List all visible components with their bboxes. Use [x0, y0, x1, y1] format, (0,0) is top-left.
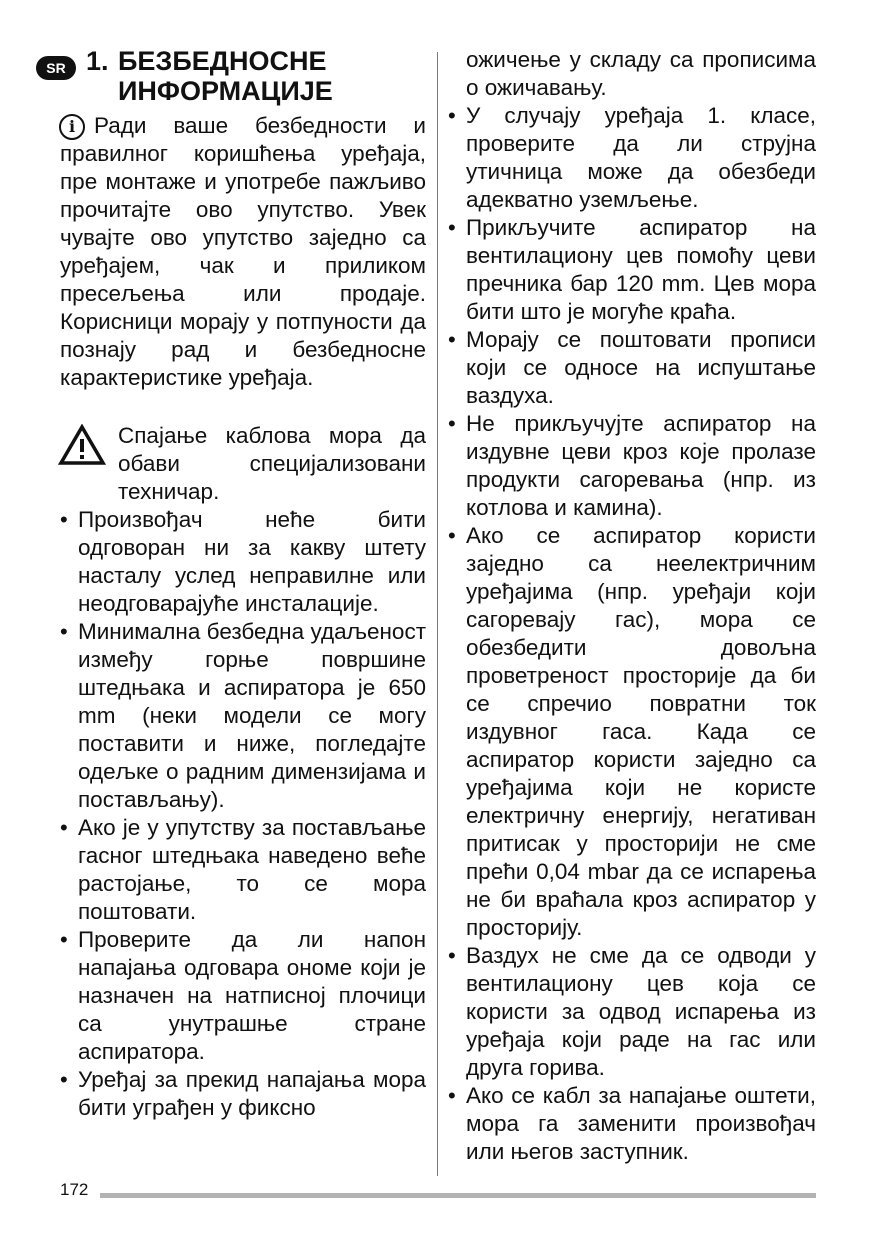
list-item: • Произвођач неће бити одговоран ни за какву штету насталу услед неправилне или неодговарајуће инсталације. [60, 506, 426, 618]
section-heading [46, 46, 426, 112]
section-title [118, 46, 333, 106]
right-bullet-list [448, 102, 816, 1166]
list-item: • Ваздух не сме да се одводи у вентилациону цев која се користи за одвод испарења из уређаја који раде на гас или друга горива. [448, 942, 816, 1082]
list-item: • У случају уређаја 1. класе, проверите да ли струјна утичница може да обезбеди адекватно уземљење. [448, 102, 816, 214]
left-bullet-list [60, 506, 426, 1122]
left-column [46, 46, 426, 1122]
info-icon: i [59, 114, 85, 140]
list-item: • Уређај за прекид напајања мора бити уграђен у фиксно [60, 1066, 426, 1122]
list-item: • Ако се аспиратор користи заједно са неелектричним уређајима (нпр. уређаји који сагоревају гас), мора се обезбедити довољна проветреност просторије да би се спречио повратни ток издувног гаса. Када се аспиратор користи заједно са уређајима који не користе електричну енергију, негативан притисак у просторији не сме прећи 0,04 mbar да се испарења не би враћала кроз аспиратор у просторију. [448, 522, 816, 942]
section-number: 1. [86, 46, 109, 76]
page-number: 172 [60, 1180, 89, 1199]
warning-text: Спајање каблова мора да обави специјализовани техничар. [118, 423, 426, 504]
continued-text: ожичење у складу са прописима о ожичавању. [466, 47, 816, 100]
list-item: • Прикључите аспиратор на вентилациону цев помоћу цеви пречника бар 120 mm. Цев мора бити што је могуће краћа. [448, 214, 816, 326]
column-divider [437, 52, 438, 1176]
footer-rule [100, 1193, 816, 1198]
list-item: • Ако је у упутству за постављање гасног штедњака наведено веће растојање, то се мора поштовати. [60, 814, 426, 926]
language-badge: SR [36, 56, 76, 80]
warning-block [60, 422, 426, 506]
list-item: • Проверите да ли напон напајања одговара ономе који је назначен на натписној плочици са унутрашње стране аспиратора. [60, 926, 426, 1066]
warning-triangle-icon [58, 424, 106, 466]
section-title-line2: ИНФОРМАЦИЈЕ [118, 76, 333, 106]
list-item: • Ако се кабл за напајање оштети, мора га заменити произвођач или његов заступник. [448, 1082, 816, 1166]
list-item: • Минимална безбедна удаљеност између горње површине штедњака и аспиратора је 650 mm (неки модели се могу поставити и ниже, погледајте одељке о радним димензијама и постављању). [60, 618, 426, 814]
intro-block [60, 112, 426, 392]
right-column [448, 46, 816, 1166]
list-item: • Морају се поштовати прописи који се односе на испуштање ваздуха. [448, 326, 816, 410]
section-title-line1: БЕЗБЕДНОСНЕ [118, 46, 327, 76]
list-item: • Не прикључујте аспиратор на издувне цеви кроз које пролазе продукти сагоревања (нпр. из котлова и камина). [448, 410, 816, 522]
intro-text: Ради ваше безбедности и правилног коришћења уређаја, пре монтаже и употребе пажљиво прочитајте ово упутство. Увек чувајте ово упутство заједно са уређајем, чак и приликом пресељења или продаје. Корисници морају у потпуности да познају рад и безбедносне карактеристике уређаја. [60, 113, 426, 390]
